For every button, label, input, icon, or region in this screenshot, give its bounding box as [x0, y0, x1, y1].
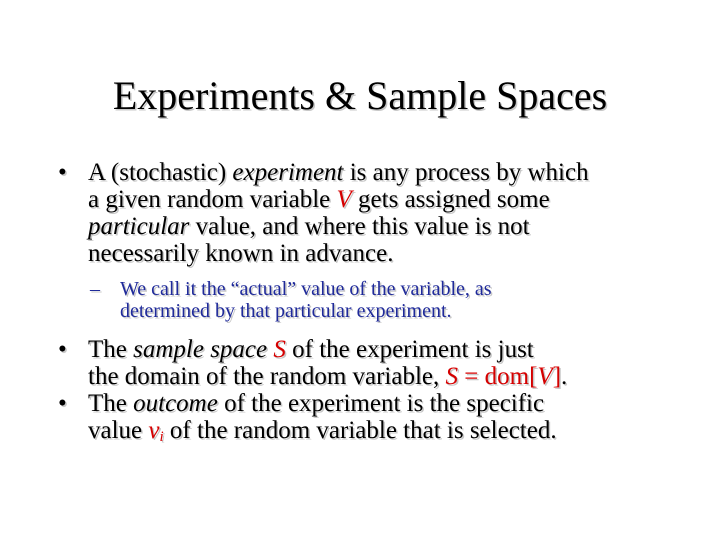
symbol-v-i	[148, 417, 163, 444]
term-experiment: experiment	[232, 159, 344, 186]
symbol-v: v	[148, 417, 160, 444]
bullet-line	[88, 336, 698, 363]
text: value	[88, 417, 149, 444]
bullet-sample-space	[58, 336, 698, 390]
term-outcome: outcome	[133, 390, 218, 417]
bullet-marker: •	[58, 336, 67, 363]
bullet-line: necessarily known in advance.	[88, 240, 394, 267]
text: a given random variable	[88, 186, 337, 213]
term-particular: particular	[88, 213, 190, 240]
text: of the experiment is the specific	[217, 390, 545, 417]
text: The	[88, 336, 134, 363]
bullet-experiment	[58, 159, 698, 267]
text: = dom[	[458, 363, 538, 390]
text: .	[561, 363, 568, 390]
text: The	[88, 390, 134, 417]
symbol-s: S	[445, 363, 459, 390]
text: is any process by which	[343, 159, 589, 186]
bullet-marker: •	[58, 390, 67, 417]
sub-bullet-line: determined by that particular experiment.	[120, 300, 452, 322]
symbol-s: S	[273, 336, 286, 363]
sub-bullet-marker: –	[90, 278, 100, 300]
text: gets assigned some	[351, 186, 550, 213]
variable-v: V	[336, 186, 352, 213]
bullet-line	[88, 159, 698, 186]
subscript-i: i	[159, 429, 164, 445]
text: the domain of the random variable,	[88, 363, 446, 390]
variable-v: V	[537, 363, 553, 390]
bullet-line	[88, 390, 698, 417]
sub-bullet-actual-value	[58, 278, 698, 322]
sub-bullet-line: We call it the “actual” value of the variable, as	[120, 278, 492, 300]
bullet-line	[88, 417, 698, 451]
bullet-line	[88, 213, 698, 240]
bullet-line	[88, 363, 698, 390]
bullet-list	[58, 159, 698, 451]
formula-s-dom-v	[446, 363, 561, 390]
bullet-marker: •	[58, 159, 67, 186]
term-sample-space: sample space	[133, 336, 268, 363]
text: value, and where this value is not	[189, 213, 530, 240]
bullet-line	[88, 186, 698, 213]
text: A (stochastic)	[88, 159, 233, 186]
text: of the experiment is just	[285, 336, 534, 363]
text: of the random variable that is selected.	[163, 417, 557, 444]
bullet-outcome	[58, 390, 698, 451]
slide-title: Experiments & Sample Spaces	[112, 73, 608, 118]
text: ]	[552, 363, 562, 390]
